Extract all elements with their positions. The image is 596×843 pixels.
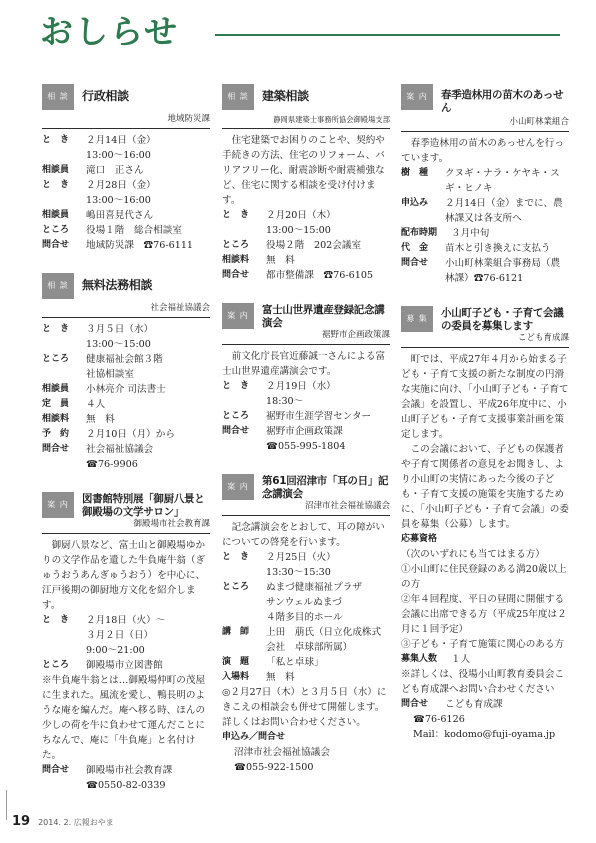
info-row <box>222 550 390 565</box>
info-row <box>401 166 569 196</box>
row-label: 演 題 <box>222 657 250 667</box>
notice-body: 前文化庁長官近藤誠一さんによる富士山世界遺産講演会です。 <box>222 351 386 377</box>
row-value: ４人 <box>86 399 106 410</box>
row-value: 健康福祉会館３階 <box>86 354 163 365</box>
notice-gyosei <box>42 84 210 253</box>
row-label <box>42 628 86 643</box>
row-label <box>42 367 86 382</box>
page-title: おしらせ <box>40 12 180 51</box>
row-value: ２月18日（火）～ <box>86 615 166 626</box>
notice-heading: 建築相談 <box>262 89 309 103</box>
category-tag: 案 内 <box>42 492 74 518</box>
row-value: ２月20日（木） <box>266 210 336 221</box>
notice-kodomo <box>401 306 569 742</box>
row-value: ３月５日（水） <box>86 324 154 335</box>
row-value: ３月中旬 <box>451 228 490 239</box>
notice-heading: 図書館特別展「御厨八景と御殿場の文学サロン」 <box>82 493 205 518</box>
notice-body: 記念講演会をとおして、耳の障がいについての啓発を行います。 <box>222 522 385 548</box>
row-label: と き <box>42 135 70 145</box>
notice-mimi <box>222 474 390 775</box>
column-2 <box>222 84 390 795</box>
notice-org: 静岡県建築士事務所協会御殿場支部 <box>222 113 390 129</box>
notice-org: 地域防災課 <box>42 113 210 129</box>
notice-org: 小山町林業組合 <box>401 116 569 132</box>
row-label: 問合せ <box>42 240 70 250</box>
row-value: 9:00～21:00 <box>86 645 145 656</box>
info-row <box>222 595 390 610</box>
row-value: 裾野市生涯学習センター <box>266 411 372 422</box>
row-label <box>222 565 266 580</box>
row-value: 無 料 <box>266 672 295 683</box>
category-tag: 案 内 <box>222 474 254 500</box>
row-label <box>222 394 266 409</box>
row-value: 「私と卓球」 <box>266 657 324 668</box>
row-label <box>42 148 86 163</box>
category-tag: 相 談 <box>42 273 74 299</box>
category-tag: 相 談 <box>222 84 254 110</box>
row-value: ２月10日（月）から <box>86 429 175 440</box>
row-label <box>222 610 266 625</box>
row-value: 18:30～ <box>266 396 304 407</box>
row-label: と き <box>42 615 70 625</box>
row-label: 問合せ <box>222 270 250 280</box>
category-tag: 案 内 <box>222 303 254 329</box>
info-row <box>222 565 390 580</box>
info-row <box>42 457 210 472</box>
row-value: ３月２日（日） <box>86 630 154 641</box>
phone-number: ☎0550-82-0339 <box>86 780 166 791</box>
row-value: 13:00～16:00 <box>86 150 151 161</box>
row-label: ところ <box>42 660 70 670</box>
row-value: クヌギ・ナラ・ケヤキ・スギ・ヒノキ <box>445 168 560 194</box>
column-3 <box>401 84 569 762</box>
row-label: 問合せ <box>42 765 70 775</box>
notice-muryo <box>42 273 210 472</box>
row-value: こども育成課 <box>445 699 503 710</box>
info-row <box>222 208 390 223</box>
row-value: １人 <box>451 654 471 665</box>
info-row <box>42 427 210 442</box>
row-label: ところ <box>222 582 250 592</box>
row-value: 無 料 <box>86 414 115 425</box>
info-row <box>42 412 210 427</box>
info-row <box>222 610 390 625</box>
notice-note: ◎２月27日（木）と３月５日（水）にきこえの相談会も併せて開催します。詳しくはお問い合わせください。 <box>222 687 387 728</box>
row-value: 御殿場市立図書館 <box>86 660 163 671</box>
row-label: ところ <box>42 225 70 235</box>
row-value: 役場２階 202会議室 <box>266 240 362 251</box>
row-label <box>42 643 86 658</box>
qualification-item: ②年４回程度、平日の昼間に開催する会議に出席できる方（平成25年度は２月に１回予定） <box>401 594 567 635</box>
info-row <box>42 238 210 253</box>
row-label: ところ <box>222 411 250 421</box>
info-row <box>222 670 390 685</box>
info-row <box>401 241 569 256</box>
info-row <box>42 643 210 658</box>
row-label: 問合せ <box>42 444 70 454</box>
row-value: ２月28日（金） <box>86 180 156 191</box>
info-row <box>42 193 210 208</box>
qualification-sub: （次のいずれにも当てはまる方） <box>401 549 545 560</box>
info-row <box>42 397 210 412</box>
notice-org: 社会福祉協議会 <box>42 302 210 318</box>
row-label: ところ <box>222 240 250 250</box>
row-label <box>42 193 86 208</box>
notice-naegi <box>401 84 569 286</box>
row-value: ４階多目的ホール <box>266 612 343 623</box>
row-value: 地域防災課 ☎76-6111 <box>86 240 194 251</box>
row-label: ところ <box>42 354 70 364</box>
phone-number: ☎76-6126 <box>413 714 465 725</box>
notice-heading: 行政相談 <box>82 89 129 103</box>
qualification-item: ①小山町に住民登録のある満20歳以上の方 <box>401 564 567 590</box>
notice-heading: 小山町子ども・子育て会議の委員を募集します <box>441 307 564 332</box>
info-row <box>222 409 390 424</box>
row-value: 役場１階 総合相談室 <box>86 225 182 236</box>
info-row <box>42 367 210 382</box>
notice-heading: 無料法務相談 <box>82 278 153 292</box>
row-label: 講 師 <box>222 627 250 637</box>
info-row <box>401 256 569 286</box>
row-label: 入場料 <box>222 672 250 682</box>
row-value: サンウェルぬまづ <box>266 597 342 608</box>
notice-org: 御殿場市社会教育課 <box>42 518 210 534</box>
row-label <box>42 457 86 472</box>
row-value: 上田 萠氏（日立化成株式会社 卓球部所属） <box>266 627 382 653</box>
info-row <box>42 148 210 163</box>
notice-body: 住宅建築でお困りのことや、契約や手続きの方法、住宅のリフォーム、バリアフリー化、耐震診断や耐震補強など、住宅に関する相談を受け付けます。 <box>222 135 385 206</box>
info-row <box>222 625 390 655</box>
notice-note: ※詳しくは、役場小山町教育委員会こども育成課へお問い合わせください <box>401 669 565 695</box>
info-row <box>42 628 210 643</box>
row-value: 小林亮介 司法書士 <box>86 384 166 395</box>
row-value: 社会福祉協議会 <box>86 444 154 455</box>
row-label <box>222 595 266 610</box>
row-label: 相談料 <box>222 255 250 265</box>
row-value: 13:00～15:00 <box>266 225 331 236</box>
row-value: 無 料 <box>266 255 295 266</box>
row-value: ２月25日（火） <box>266 552 336 563</box>
row-label: と き <box>222 210 250 220</box>
phone-number: ☎055-922-1500 <box>234 762 314 773</box>
row-value: ２月14日（金） <box>86 135 156 146</box>
info-row <box>42 133 210 148</box>
info-row <box>42 208 210 223</box>
row-label: 相談員 <box>42 165 70 175</box>
category-tag: 相 談 <box>42 84 74 110</box>
contact-label: 申込み／問合せ <box>222 732 286 742</box>
row-value: 滝口 正さん <box>86 165 144 176</box>
row-value: 13:00～15:00 <box>86 339 151 350</box>
category-tag: 募 集 <box>401 306 433 332</box>
issue-label: 2014. 2. 広報おやま <box>38 818 114 827</box>
notice-heading: 春季造林用の苗木のあっせん <box>441 89 564 114</box>
contact-org: 沼津市社会福祉協議会 <box>234 747 330 758</box>
info-row <box>42 352 210 367</box>
page-footer <box>12 814 114 830</box>
page-number: 19 <box>12 814 31 829</box>
notice-heading: 富士山世界遺産登録記念講演会 <box>262 304 385 329</box>
row-label <box>222 439 266 454</box>
email-address: Mail：kodomo@fuji-oyama.jp <box>413 729 556 740</box>
row-label <box>222 223 266 238</box>
row-label: 申込み <box>401 198 429 208</box>
row-label: 樹 種 <box>401 168 429 178</box>
notice-body: 春季造林用の苗木のあっせんを行っています。 <box>401 138 564 164</box>
info-row <box>222 394 390 409</box>
row-value: ☎055-995-1804 <box>266 441 346 452</box>
info-row <box>222 238 390 253</box>
row-label <box>42 337 86 352</box>
info-row <box>222 253 390 268</box>
info-row <box>42 382 210 397</box>
info-row <box>222 655 390 670</box>
notice-heading: 第61回沼津市「耳の日」記念講演会 <box>262 475 389 500</box>
row-label: 相談料 <box>42 414 70 424</box>
row-label: 募集人数 <box>401 654 438 664</box>
info-row <box>401 196 569 226</box>
row-value: ぬまづ健康福祉プラザ <box>266 582 362 593</box>
notice-body: 町では、平成27年４月から始まる子ども・子育て支援の新たな制度の円滑な実施に向け、「小山町子ども・子育て会議」を設置し、平成26年度中に、小山町子ども・子育て支援事業計画を策定します。 <box>401 354 569 440</box>
notice-note: ※牛負庵牛翁とは…御殿場仲町の茂屋に生まれた。風流を愛し、鴨長明のような庵を編んだ。庵へ移る時、ほんの少しの荷を牛に負わせて運んだことにちなんで、庵に「牛負庵」と名付けた。 <box>42 675 206 761</box>
row-value: 嶋田喜見代さん <box>86 210 154 221</box>
notice-toshokan <box>42 492 210 793</box>
info-row <box>42 337 210 352</box>
notice-org: 沼津市社会福祉協議会 <box>222 500 390 516</box>
row-label: 配布時期 <box>401 228 438 238</box>
row-value: 苗木と引き換えに支払う <box>445 243 551 254</box>
row-label: 問合せ <box>222 426 250 436</box>
column-1 <box>42 84 210 813</box>
qualification-item: ③子ども・子育て施策に関心のある方 <box>401 639 565 650</box>
row-label: と き <box>222 552 250 562</box>
info-row <box>222 379 390 394</box>
info-row <box>222 223 390 238</box>
info-row <box>42 442 210 457</box>
row-value: 裾野市企画政策課 <box>266 426 343 437</box>
row-value: 社協相談室 <box>86 369 134 380</box>
row-label: 定 員 <box>42 399 70 409</box>
row-label: 相談員 <box>42 384 70 394</box>
row-value: ２月14日（金）までに、農林課又は各支所へ <box>445 198 563 224</box>
row-label: 問合せ <box>401 699 429 709</box>
notice-org: 裾野市企画政策課 <box>222 329 390 345</box>
info-row <box>222 439 390 454</box>
notice-org: こども育成課 <box>401 332 569 348</box>
info-row <box>222 268 390 283</box>
row-value: 御殿場市社会教育課 <box>86 765 173 776</box>
notice-kenchiku <box>222 84 390 283</box>
category-tag: 案 内 <box>401 84 433 110</box>
info-row <box>42 178 210 193</box>
info-row <box>42 223 210 238</box>
notice-body: 御厨八景など、富士山と御殿場ゆかりの文学作品を遺した牛負庵牛翁（ぎゅうおうあんぎゅうおう）を中心に、江戸後期の御厨地方文化を紹介します。 <box>42 540 206 611</box>
info-row <box>222 424 390 439</box>
row-label: と き <box>42 180 70 190</box>
row-value: 13:30～15:30 <box>266 567 331 578</box>
row-value: 都市整備課 ☎76-6105 <box>266 270 374 281</box>
qualification-title: 応募資格 <box>401 534 438 544</box>
info-row <box>42 322 210 337</box>
row-value: ２月19日（水） <box>266 381 336 392</box>
row-label: 相談員 <box>42 210 70 220</box>
row-label: 予 約 <box>42 429 70 439</box>
info-row <box>42 613 210 628</box>
row-value: ☎76-9906 <box>86 459 138 470</box>
notice-fujisan <box>222 303 390 454</box>
margin-rule <box>6 790 7 820</box>
row-value: 小山町林業組合事務局（農林課）☎76-6121 <box>445 258 561 284</box>
info-row <box>222 580 390 595</box>
row-label: と き <box>42 324 70 334</box>
title-rule <box>215 34 560 36</box>
row-label: と き <box>222 381 250 391</box>
row-label: 問合せ <box>401 258 429 268</box>
info-row <box>42 163 210 178</box>
row-label: 代 金 <box>401 243 429 253</box>
row-value: 13:00～16:00 <box>86 195 151 206</box>
info-row <box>401 226 569 241</box>
info-row <box>42 658 210 673</box>
notice-body-2: この会議において、子どもの保護者や子育て関係者の意見をお聞きし、より小山町の実情にあった今後の子ども・子育て支援の施策を実施するために、「小山町子ども・子育て会議」の委員を募集（公募）します。 <box>401 444 569 530</box>
